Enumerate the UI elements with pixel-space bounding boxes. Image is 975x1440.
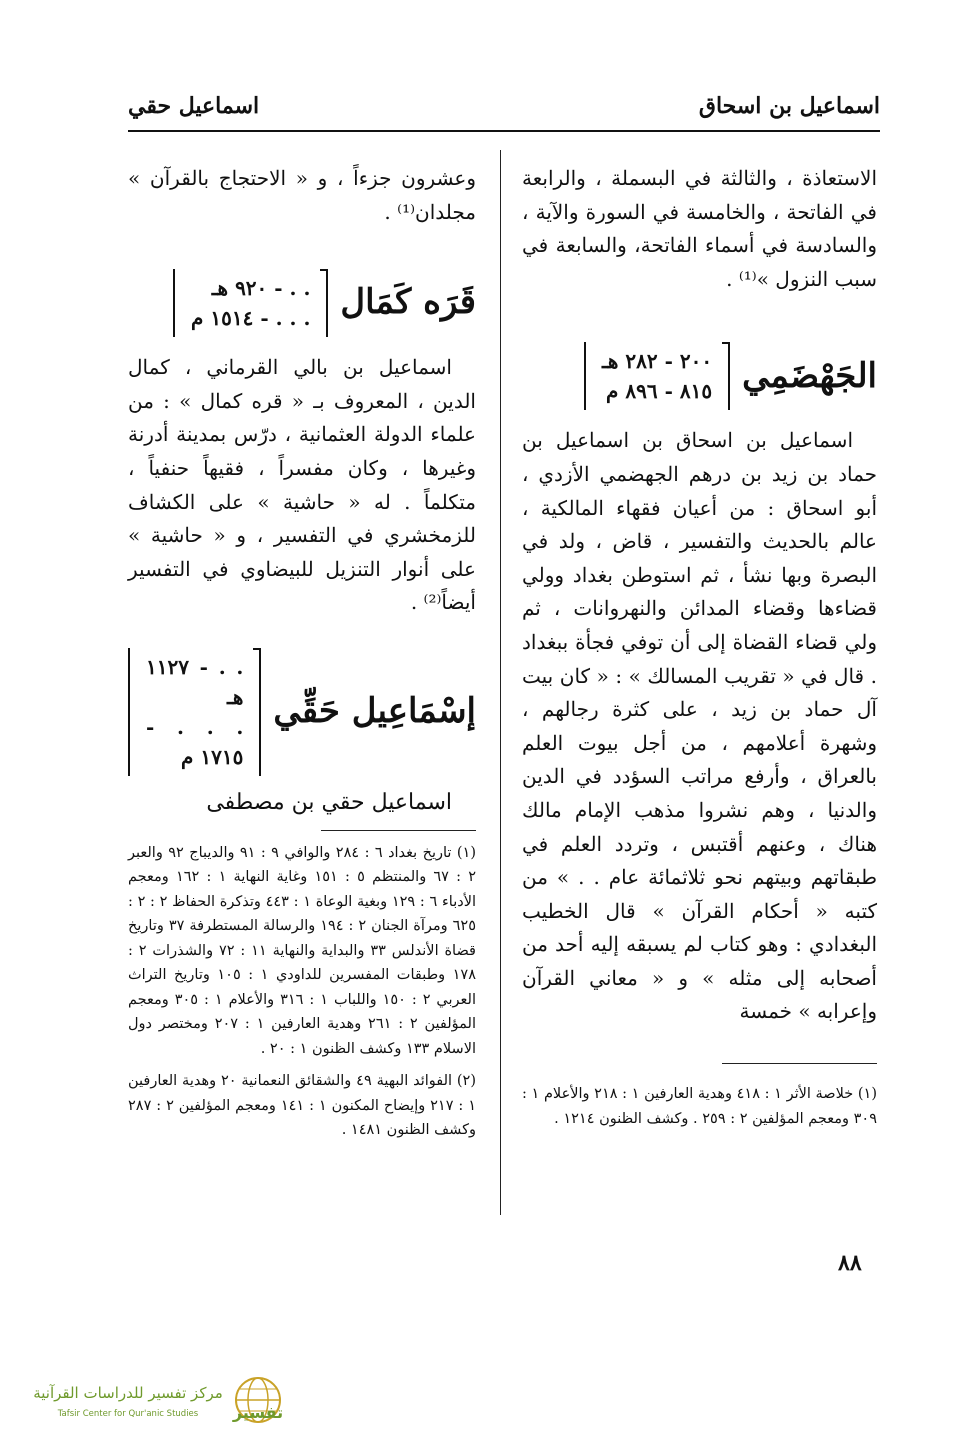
footnote-rule: [722, 1063, 877, 1064]
entry-heading-qara-kamal: [128, 269, 476, 337]
header-right-title: اسماعيل بن اسحاق: [698, 93, 880, 119]
header-left-title: اسماعيل حقي: [128, 93, 260, 119]
date-hijri: . . - ١١٢٧ هـ: [146, 654, 244, 709]
running-header: [128, 82, 880, 130]
center-logo: [18, 1372, 288, 1432]
date-gregorian: ٨١٥ - ٨٩٦ م: [606, 379, 713, 404]
footnote-2: (٢) الفوائد البهية ٤٩ والشقائق النعمانية ٢٠ وهدية العارفين ١ : ٢١٧ وإيضاح المكنون ١ : ١٤١ ومعجم المؤلفين ٢ : ٢٨٧ وكشف الظنون ١٤٨١ .: [128, 1073, 476, 1139]
date-gregorian: . . . - ١٥١٤ م: [191, 306, 311, 331]
entry-heading-jahdami: [522, 342, 877, 410]
entry-name: إسْمَاعِيل حَقِّي: [273, 691, 476, 732]
date-hijri: . . - ٩٢٠ هـ: [211, 276, 311, 301]
left-continuation-text: وعشرون جزءاً ، و « الاحتجاج بالقرآن » مجلدان⁽¹⁾ .: [128, 166, 476, 224]
column-divider: [500, 150, 501, 1215]
entry-body: اسماعيل بن بالي القرماني ، كمال الدين ، المعروف بـ « قره كمال » : من علماء الدولة العثمانية ، درّس بمدينة أدرنة وغيرها ، وكان مفسراً ، فقيهاً حنفياً ، متكلماً . له « حاشية » على الكشاف للزمخشري في التفسير ، و « حاشية » على أنوار التنزيل للبيضاوي في التفسير أيضاً⁽²⁾ .: [128, 355, 476, 615]
page-number: ٨٨: [838, 1250, 862, 1276]
footnote-rule: [321, 830, 476, 831]
logo-emblem-icon: [18, 1372, 288, 1432]
entry-dates: [173, 269, 328, 337]
entry-heading-ismail-haqqi: [128, 648, 476, 776]
footnote-1: (١) تاريخ بغداد ٦ : ٢٨٤ والوافي ٩ : ٩١ والديباج ٩٢ والعبر ٢ : ٦٧ والمنتظم ٥ : ١٥١ وغاية النهاية ١ : ١٦٢ ومعجم الأدباء ٦ : ١٢٩ وبغية الوعاة ١ : ٤٤٣ وتذكرة الحفاظ ٢ : ٢ : ٦٢٥ ومرآة الجنان ٢ : ١٩٤ والرسالة المستطرفة ٣٧ وتاريخ قضاة الأندلس ٣٣ والبداية والنهاية ١١ : ٧٢ والشذرات ٢ : ١٧٨ وطبقات المفسرين للداودي ١ : ١٠٥ وتاريخ التراث العربي ٢ : ١٥٠ واللباب ١ : ٣١٦ والأعلام ١ : ٣٠٥ ومعجم المؤلفين ٢ : ٢٦١ وهدية العارفين ١ : ٢٠٧ ومختصر دول الاسلام ١٣٣ وكشف الظنون ١ : ٢٠ .: [128, 844, 477, 1057]
footnote: (١) خلاصة الأثر ١ : ٤١٨ وهدية العارفين ١ : ٢١٨ والأعلام ١ : ٣٠٩ ومعجم المؤلفين ٢ : ٢٥٩ . وكشف الظنون ١٢١٤ .: [522, 1086, 877, 1127]
right-column: [522, 162, 877, 1131]
entry-body: اسماعيل بن اسحاق بن اسماعيل بن حماد بن زيد بن درهم الجهضمي الأزدي ، أبو اسحاق : من أعيان فقهاء المالكية ، عالم بالحديث والتفسير ، قاض ، ولد في البصرة وبها نشأ ، ثم استوطن بغداد وولي قضاءها وقضاء المدائن والنهروانات ، ثم ولي قضاء القضاة إلى أن توفي فجأة ببغداد . قال في « تقريب المسالك » : « كان بيت آل حماد بن زيد ، على كثرة رجالهم ، وشهرة أعلامهم ، من أجل بيوت العلم بالعراق ، وأرفع مراتب السؤدد في الدين والدنيا ، وهم نشروا مذهب الإمام مالك هناك ، وعنهم أقتبس ، وتردد العلم في طبقاتهم وبيتهم نحو ثلاثمائة عام . . » من كتبه « أحكام القرآن » قال الخطيب البغدادي : وهو كتاب لم يسبقه إليه أحد من أصحابه إلى مثله » و « معاني القرآن وإعرابه » خمسة: [522, 428, 877, 1024]
svg-text:مركز تفسير للدراسات القرآنية: مركز تفسير للدراسات القرآنية: [33, 1384, 223, 1402]
entry-name: الجَهْضَمِي: [742, 355, 877, 396]
date-hijri: ٢٠٠ - ٢٨٢ هـ: [602, 349, 713, 374]
header-rule: [128, 130, 880, 132]
date-gregorian: . . . - ١٧١٥ م: [146, 714, 244, 769]
entry-name: قَرَه كَمَال: [340, 282, 476, 323]
entry-dates: [128, 648, 261, 776]
right-continuation-text: الاستعاذة ، والثالثة في البسملة ، والرابعة في الفاتحة ، والخامسة في السورة والآية ، والسادسة في أسماء الفاتحة، والسابعة في سبب النزول »⁽¹⁾ .: [522, 166, 877, 291]
svg-text:Tafsir Center for Qur'anic Stu: Tafsir Center for Qur'anic Studies: [57, 1409, 199, 1419]
left-column: [128, 162, 476, 1143]
svg-text:تفسير: تفسير: [232, 1403, 284, 1422]
entry-body: اسماعيل حقي بن مصطفى: [206, 789, 452, 815]
entry-dates: [584, 342, 730, 410]
